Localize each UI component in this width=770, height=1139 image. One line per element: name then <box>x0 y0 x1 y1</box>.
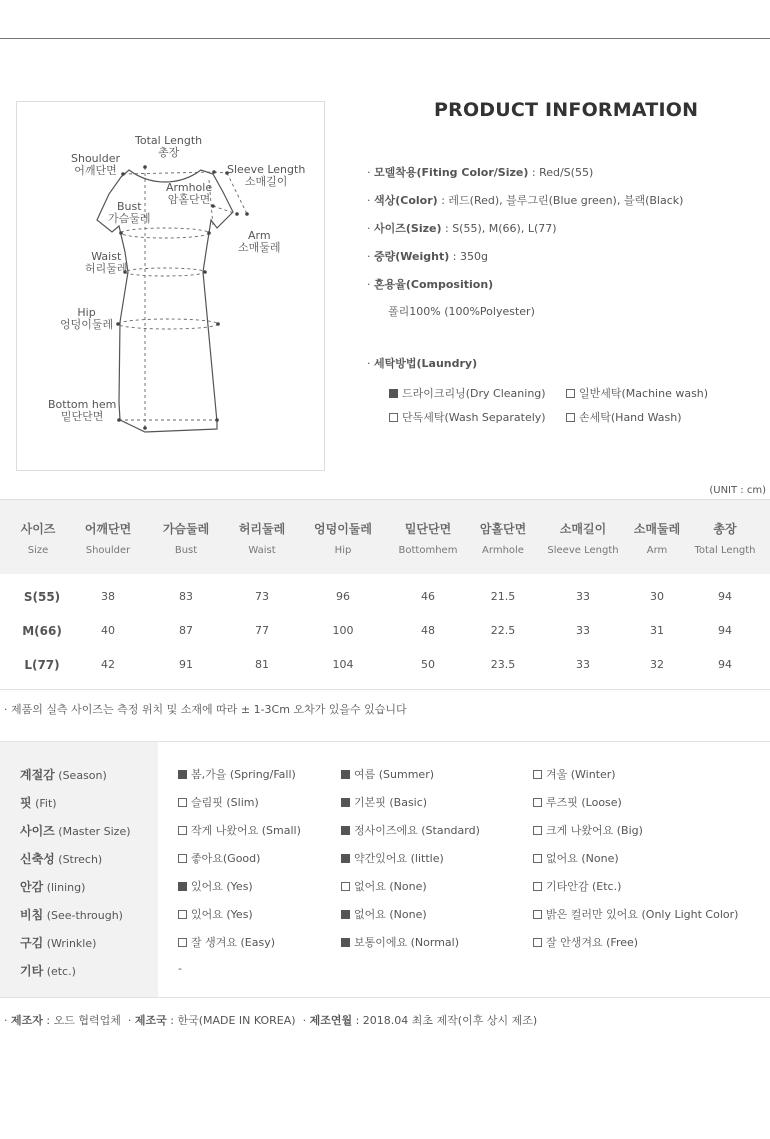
size-table-cell: 104 <box>332 658 354 671</box>
checkbox-checked-icon <box>389 389 398 398</box>
spec-option: 없어요 (None) <box>341 906 427 922</box>
spec-option: 있어요 (Yes) <box>178 878 253 894</box>
size-table-cell: 48 <box>421 624 435 637</box>
header-en: Sleeve Length <box>547 545 619 556</box>
checkbox-empty-icon <box>178 798 187 807</box>
checkbox-checked-icon <box>341 770 350 779</box>
size-table-cell: 21.5 <box>490 590 516 603</box>
spec-option: 봄,가을 (Spring/Fall) <box>178 766 296 782</box>
header-en: Armhole <box>482 545 524 556</box>
size-table-cell: 91 <box>179 658 193 671</box>
header-ko: 엉덩이둘레 <box>314 522 372 536</box>
size-header-cell <box>680 520 770 556</box>
checkbox-empty-icon <box>178 938 187 947</box>
checkbox-checked-icon <box>341 826 350 835</box>
spec-option: 밝은 컬러만 있어요 (Only Light Color) <box>533 906 738 922</box>
spec-value: - <box>178 962 182 975</box>
size-header-cell <box>458 520 548 556</box>
spec-option: 보통이에요 (Normal) <box>341 934 459 950</box>
header-en: Bottomhem <box>398 545 458 556</box>
spec-option: 루즈핏 (Loose) <box>533 794 622 810</box>
checkbox-empty-icon <box>341 882 350 891</box>
size-table-cell: 32 <box>650 658 664 671</box>
checkbox-checked-icon <box>341 910 350 919</box>
spec-option: 좋아요(Good) <box>178 850 260 866</box>
laundry-dry-cleaning: 드라이크리닝(Dry Cleaning) <box>389 385 546 401</box>
spec-label: 신축성 (Strech) <box>20 852 103 866</box>
spec-option: 크게 나왔어요 (Big) <box>533 822 643 838</box>
header-ko: 허리둘레 <box>238 522 286 536</box>
laundry-title: · 세탁방법(Laundry) <box>367 357 478 370</box>
measurement-diagram <box>16 101 325 471</box>
size-table-cell: 94 <box>718 590 732 603</box>
checkbox-empty-icon <box>533 938 542 947</box>
size-table-cell: 87 <box>179 624 193 637</box>
spec-label: 구김 (Wrinkle) <box>20 936 97 950</box>
size-table-cell: 42 <box>101 658 115 671</box>
checkbox-empty-icon <box>566 413 575 422</box>
laundry-hand-wash: 손세탁(Hand Wash) <box>566 409 682 425</box>
checkbox-empty-icon <box>178 854 187 863</box>
size-table-cell: 81 <box>255 658 269 671</box>
size-table-cell: 33 <box>576 624 590 637</box>
laundry-wash-separately: 단독세탁(Wash Separately) <box>389 409 546 425</box>
header-ko: 가슴둘레 <box>162 522 210 536</box>
checkbox-empty-icon <box>533 826 542 835</box>
spec-label: 안감 (lining) <box>20 880 86 894</box>
size-note: · 제품의 실측 사이즈는 측정 위치 및 소재에 따라 ± 1-3Cm 오차가 있을수 있습니다 <box>4 703 407 716</box>
checkbox-empty-icon <box>533 854 542 863</box>
header-en: Hip <box>334 545 352 556</box>
header-en: Waist <box>248 545 276 556</box>
product-information-title: PRODUCT INFORMATION <box>434 99 699 121</box>
checkbox-empty-icon <box>533 910 542 919</box>
label-arm: Arm 소매둘레 <box>238 229 281 254</box>
header-ko: 소매길이 <box>559 522 607 536</box>
header-en: Shoulder <box>85 545 131 556</box>
checkbox-empty-icon <box>566 389 575 398</box>
header-en: Total Length <box>694 545 756 556</box>
header-ko: 사이즈 <box>20 522 56 536</box>
size-header-cell <box>63 520 153 556</box>
header-en: Bust <box>174 545 198 556</box>
size-table-cell: 46 <box>421 590 435 603</box>
size-table-cell: 33 <box>576 658 590 671</box>
header-ko: 어깨단면 <box>84 522 132 536</box>
checkbox-checked-icon <box>178 882 187 891</box>
spec-option: 기타안감 (Etc.) <box>533 878 621 894</box>
checkbox-checked-icon <box>178 770 187 779</box>
spec-label: 계절감 (Season) <box>20 768 107 782</box>
spec-label: 사이즈 (Master Size) <box>20 824 131 838</box>
label-sleeve-length: Sleeve Length 소매길이 <box>227 163 306 188</box>
label-bottom-hem: Bottom hem 밑단단면 <box>48 398 117 423</box>
spec-option: 잘 안생겨요 (Free) <box>533 934 638 950</box>
spec-label: 핏 (Fit) <box>20 796 57 810</box>
manufacturer-info: · 제조자 : 오드 협력업체 · 제조국 : 한국(MADE IN KOREA) · 제조연월 : 2018.04 최초 제작(이후 상시 제조) <box>4 1014 538 1027</box>
label-waist: Waist 허리둘레 <box>85 250 128 275</box>
spec-option: 작게 나왔어요 (Small) <box>178 822 301 838</box>
unit-label: (UNIT : cm) <box>709 485 766 496</box>
footer-divider <box>0 997 770 998</box>
size-table-cell: 38 <box>101 590 115 603</box>
spec-option: 있어요 (Yes) <box>178 906 253 922</box>
checkbox-checked-icon <box>341 854 350 863</box>
label-bust: Bust 가슴둘레 <box>108 200 151 225</box>
size-table-cell: 31 <box>650 624 664 637</box>
spec-option: 없어요 (None) <box>341 878 427 894</box>
info-fitting: · 모델착용(Fiting Color/Size) : Red/S(55) <box>367 166 594 179</box>
spec-option: 겨울 (Winter) <box>533 766 616 782</box>
size-table-cell: 23.5 <box>490 658 516 671</box>
size-table-cell: M(66) <box>22 624 62 638</box>
header-ko: 암홀단면 <box>479 522 527 536</box>
size-table-cell: 73 <box>255 590 269 603</box>
label-armhole: Armhole 암홀단면 <box>166 181 213 206</box>
size-table-cell: 94 <box>718 624 732 637</box>
top-divider <box>0 38 770 39</box>
size-table-cell: 94 <box>718 658 732 671</box>
size-table-cell: S(55) <box>23 590 61 604</box>
size-header-cell <box>298 520 388 556</box>
info-composition: · 혼용율(Composition) <box>367 278 494 291</box>
checkbox-empty-icon <box>533 798 542 807</box>
label-total-length: Total Length 총장 <box>135 134 203 159</box>
info-weight: · 중량(Weight) : 350g <box>367 250 488 263</box>
size-header-cell <box>217 520 307 556</box>
spec-option: 기본핏 (Basic) <box>341 794 427 810</box>
checkbox-empty-icon <box>533 882 542 891</box>
info-size: · 사이즈(Size) : S(55), M(66), L(77) <box>367 222 557 235</box>
spec-option: 없어요 (None) <box>533 850 619 866</box>
header-ko: 소매둘레 <box>633 522 681 536</box>
label-shoulder: Shoulder 어깨단면 <box>71 152 120 177</box>
info-color: · 색상(Color) : 레드(Red), 블루그린(Blue green), 블랙(Black) <box>367 194 684 207</box>
size-table-cell: 30 <box>650 590 664 603</box>
size-table-cell: 40 <box>101 624 115 637</box>
spec-option: 정사이즈에요 (Standard) <box>341 822 480 838</box>
checkbox-checked-icon <box>341 798 350 807</box>
size-table-cell: 77 <box>255 624 269 637</box>
checkbox-empty-icon <box>533 770 542 779</box>
header-en: Size <box>27 545 49 556</box>
spec-option: 약간있어요 (little) <box>341 850 444 866</box>
size-table-cell: 22.5 <box>490 624 516 637</box>
size-table-cell: 33 <box>576 590 590 603</box>
checkbox-empty-icon <box>178 826 187 835</box>
size-table-cell: 83 <box>179 590 193 603</box>
checkbox-empty-icon <box>178 910 187 919</box>
header-en: Arm <box>646 545 668 556</box>
spec-label: 기타 (etc.) <box>20 964 76 978</box>
checkbox-checked-icon <box>341 938 350 947</box>
table-divider <box>0 689 770 690</box>
checkbox-empty-icon <box>389 413 398 422</box>
laundry-machine-wash: 일반세탁(Machine wash) <box>566 385 708 401</box>
size-table-cell: L(77) <box>24 658 60 672</box>
size-table-cell: 50 <box>421 658 435 671</box>
header-ko: 총장 <box>713 522 737 536</box>
label-hip: Hip 엉덩이둘레 <box>60 306 114 331</box>
size-table-cell: 96 <box>336 590 350 603</box>
header-ko: 밑단단면 <box>404 522 452 536</box>
composition-value: 폴리100% (100%Polyester) <box>388 305 535 318</box>
size-table-cell: 100 <box>332 624 354 637</box>
spec-option: 여름 (Summer) <box>341 766 434 782</box>
spec-option: 슬림핏 (Slim) <box>178 794 259 810</box>
spec-label: 비침 (See-through) <box>20 908 123 922</box>
spec-option: 잘 생겨요 (Easy) <box>178 934 275 950</box>
